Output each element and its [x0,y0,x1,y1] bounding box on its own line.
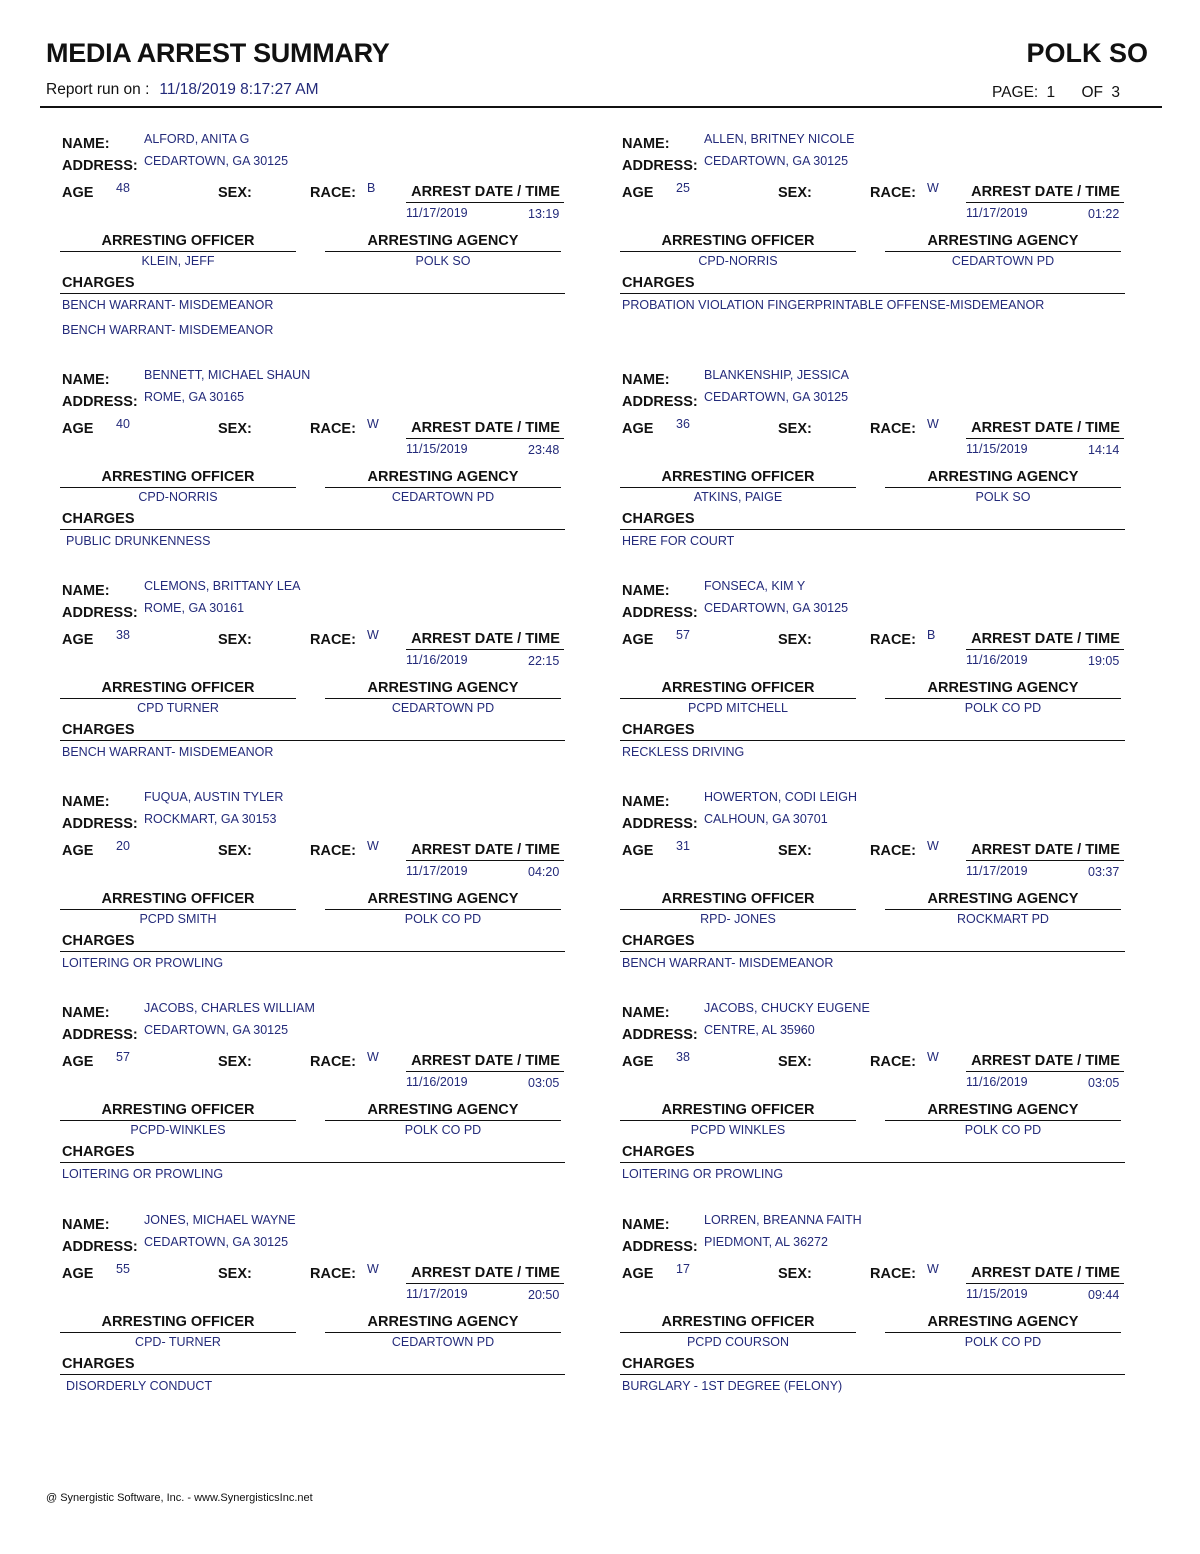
address-label: ADDRESS: [62,605,138,621]
arrest-record [600,579,1120,783]
charges-rule [60,293,565,294]
charges-rule [60,1374,565,1375]
sex-label: SEX: [218,632,252,648]
age-value: 40 [116,417,130,431]
arresting-agency-label: ARRESTING AGENCY [927,1314,1079,1330]
age-value: 38 [116,628,130,642]
arrest-date-time-label: ARREST DATE / TIME [411,420,560,436]
arrest-date-time-label: ARREST DATE / TIME [411,1265,560,1281]
officer-value: CPD TURNER [137,701,219,715]
race-label: RACE: [870,1266,916,1282]
arrest-date-value: 11/16/2019 [966,1075,1028,1089]
name-label: NAME: [622,794,670,810]
arrest-date-value: 11/15/2019 [966,1287,1028,1301]
agency-value: CEDARTOWN PD [391,1335,495,1349]
agency-value: CEDARTOWN PD [391,490,495,504]
arrest-record [40,579,560,783]
arresting-agency-label: ARRESTING AGENCY [367,233,519,249]
sex-label: SEX: [218,843,252,859]
arresting-agency-label: ARRESTING AGENCY [927,680,1079,696]
officer-value: PCPD SMITH [139,912,217,926]
race-label: RACE: [310,1054,356,1070]
sex-label: SEX: [778,1266,812,1282]
name-value: HOWERTON, CODI LEIGH [704,790,858,804]
arresting-officer-label: ARRESTING OFFICER [101,891,255,907]
arresting-agency-label: ARRESTING AGENCY [367,680,519,696]
race-label: RACE: [310,843,356,859]
race-label: RACE: [870,632,916,648]
charges-label: CHARGES [622,275,695,291]
arrest-date-time-label: ARREST DATE / TIME [971,1265,1120,1281]
age-label: AGE [622,1054,654,1070]
arrest-date-rule [966,438,1124,439]
age-label: AGE [62,1266,94,1282]
charges-label: CHARGES [62,722,135,738]
arrest-date-value: 11/17/2019 [406,1287,468,1301]
name-label: NAME: [62,1217,110,1233]
officer-rule [620,1120,856,1121]
race-value: W [927,839,939,853]
name-value: CLEMONS, BRITTANY LEA [144,579,301,593]
charges-rule [620,293,1125,294]
arrest-date-value: 11/16/2019 [406,653,468,667]
officer-rule [60,698,296,699]
race-value: W [367,417,379,431]
race-label: RACE: [870,421,916,437]
agency-value: CEDARTOWN PD [391,701,495,715]
arrest-record [600,132,1120,336]
charges-label: CHARGES [62,933,135,949]
officer-value: PCPD MITCHELL [687,701,789,715]
arrest-date-time-label: ARREST DATE / TIME [411,631,560,647]
arresting-agency-label: ARRESTING AGENCY [367,469,519,485]
address-label: ADDRESS: [622,816,698,832]
charge-item: PUBLIC DRUNKENNESS [66,534,211,548]
name-value: BENNETT, MICHAEL SHAUN [144,368,311,382]
arrest-date-rule [966,860,1124,861]
address-value: PIEDMONT, AL 36272 [704,1235,828,1249]
name-label: NAME: [622,583,670,599]
age-label: AGE [62,632,94,648]
arrest-date-time-label: ARREST DATE / TIME [971,631,1120,647]
name-label: NAME: [62,372,110,388]
arresting-agency-label: ARRESTING AGENCY [367,1314,519,1330]
sex-label: SEX: [778,1054,812,1070]
arresting-agency-label: ARRESTING AGENCY [367,1102,519,1118]
arrest-date-rule [406,438,564,439]
arresting-officer-label: ARRESTING OFFICER [661,680,815,696]
age-label: AGE [622,421,654,437]
name-value: LORREN, BREANNA FAITH [704,1213,862,1227]
arrest-date-time-label: ARREST DATE / TIME [411,842,560,858]
sex-label: SEX: [218,1266,252,1282]
arresting-officer-label: ARRESTING OFFICER [661,891,815,907]
arrest-record [600,368,1120,572]
race-label: RACE: [310,1266,356,1282]
name-value: JACOBS, CHARLES WILLIAM [144,1001,315,1015]
race-value: W [927,1050,939,1064]
report-run-value: 11/18/2019 8:17:27 AM [159,81,319,98]
arrest-record [600,790,1120,994]
address-value: CALHOUN, GA 30701 [704,812,828,826]
charges-label: CHARGES [622,511,695,527]
agency-value: POLK CO PD [404,912,482,926]
charge-item: LOITERING OR PROWLING [62,1167,224,1181]
agency-rule [325,487,561,488]
charges-label: CHARGES [62,275,135,291]
arresting-officer-label: ARRESTING OFFICER [661,1314,815,1330]
officer-value: CPD-NORRIS [698,254,778,268]
page-number: 1 [1046,84,1056,101]
arrest-record [600,1213,1120,1417]
race-value: B [367,181,376,195]
charge-item: BENCH WARRANT- MISDEMEANOR [62,298,274,312]
arrest-record [600,1001,1120,1205]
officer-value: RPD- JONES [700,912,776,926]
race-label: RACE: [310,421,356,437]
address-value: CEDARTOWN, GA 30125 [144,154,289,168]
agency-rule [325,1332,561,1333]
report-run-label: Report run on : [46,81,150,98]
page-label: PAGE: [992,84,1039,101]
race-value: W [367,839,379,853]
arrest-time-value: 14:14 [1088,443,1120,457]
agency-rule [325,1120,561,1121]
arrest-date-value: 11/17/2019 [966,206,1028,220]
age-value: 55 [116,1262,130,1276]
arrest-time-value: 09:44 [1088,1288,1120,1302]
agency-rule [885,251,1121,252]
charge-item: BENCH WARRANT- MISDEMEANOR [62,745,274,759]
name-value: ALFORD, ANITA G [144,132,250,146]
officer-value: CPD- TURNER [135,1335,221,1349]
charges-label: CHARGES [622,1144,695,1160]
arrest-date-time-label: ARREST DATE / TIME [971,842,1120,858]
arrest-date-rule [406,202,564,203]
charges-label: CHARGES [622,722,695,738]
officer-rule [620,251,856,252]
charge-item: HERE FOR COURT [622,534,735,548]
address-value: CEDARTOWN, GA 30125 [704,390,849,404]
agency-value: POLK CO PD [964,701,1042,715]
officer-rule [620,698,856,699]
race-label: RACE: [870,843,916,859]
race-label: RACE: [870,185,916,201]
race-value: W [367,1262,379,1276]
arresting-officer-label: ARRESTING OFFICER [661,233,815,249]
arrest-time-value: 03:05 [1088,1076,1120,1090]
arrest-record [40,1213,560,1417]
name-label: NAME: [62,583,110,599]
arrest-date-time-label: ARREST DATE / TIME [971,184,1120,200]
page-indicator [992,84,1124,102]
charges-rule [620,529,1125,530]
charges-rule [60,529,565,530]
report-title: MEDIA ARREST SUMMARY [46,38,390,68]
name-value: BLANKENSHIP, JESSICA [704,368,849,382]
charges-rule [60,951,565,952]
address-label: ADDRESS: [622,1239,698,1255]
arrest-time-value: 19:05 [1088,654,1120,668]
charge-item: DISORDERLY CONDUCT [66,1379,213,1393]
charges-rule [60,740,565,741]
age-value: 38 [676,1050,690,1064]
arresting-officer-label: ARRESTING OFFICER [661,1102,815,1118]
agency-value: POLK CO PD [964,1335,1042,1349]
charges-label: CHARGES [62,511,135,527]
name-value: JONES, MICHAEL WAYNE [144,1213,296,1227]
arrest-time-value: 03:05 [528,1076,560,1090]
arrest-record [40,1001,560,1205]
officer-value: CPD-NORRIS [138,490,218,504]
charges-label: CHARGES [62,1356,135,1372]
name-label: NAME: [622,1217,670,1233]
name-label: NAME: [622,372,670,388]
arresting-agency-label: ARRESTING AGENCY [927,469,1079,485]
race-value: W [367,628,379,642]
age-label: AGE [62,421,94,437]
charge-item: LOITERING OR PROWLING [62,956,224,970]
agency-value: POLK CO PD [404,1123,482,1137]
officer-value: PCPD COURSON [686,1335,790,1349]
charge-item: PROBATION VIOLATION FINGERPRINTABLE OFFENSE-MISDEMEANOR [622,298,1045,312]
arrest-record [40,790,560,994]
arresting-agency-label: ARRESTING AGENCY [367,891,519,907]
agency-rule [885,1332,1121,1333]
race-label: RACE: [310,185,356,201]
age-value: 57 [676,628,690,642]
address-label: ADDRESS: [62,394,138,410]
arrest-date-rule [406,1283,564,1284]
arresting-officer-label: ARRESTING OFFICER [661,469,815,485]
age-value: 31 [676,839,690,853]
officer-rule [60,1332,296,1333]
charges-rule [620,1374,1125,1375]
charges-rule [620,740,1125,741]
arrest-date-value: 11/15/2019 [406,442,468,456]
agency-rule [325,909,561,910]
officer-rule [620,1332,856,1333]
address-value: CEDARTOWN, GA 30125 [704,601,849,615]
footer-credit: @ Synergistic Software, Inc. - www.SynergisticsInc.net [46,1492,313,1504]
charges-rule [60,1162,565,1163]
charge-item: RECKLESS DRIVING [622,745,745,759]
of-label: OF [1081,84,1104,101]
race-value: W [367,1050,379,1064]
charge-item: BURGLARY - 1ST DEGREE (FELONY) [622,1379,843,1393]
arresting-officer-label: ARRESTING OFFICER [101,680,255,696]
officer-rule [620,909,856,910]
agency-rule [325,251,561,252]
name-label: NAME: [62,794,110,810]
race-label: RACE: [310,632,356,648]
arrest-date-rule [966,1071,1124,1072]
sex-label: SEX: [218,421,252,437]
arresting-officer-label: ARRESTING OFFICER [101,233,255,249]
agency-value: ROCKMART PD [957,912,1049,926]
arrest-date-rule [406,1071,564,1072]
officer-rule [60,487,296,488]
address-label: ADDRESS: [62,1239,138,1255]
agency-value: POLK SO [415,254,471,268]
arrest-time-value: 01:22 [1088,207,1120,221]
charge-item: BENCH WARRANT- MISDEMEANOR [622,956,834,970]
name-label: NAME: [62,136,110,152]
name-label: NAME: [622,1005,670,1021]
agency-rule [885,909,1121,910]
arrest-time-value: 04:20 [528,865,560,879]
arrest-date-time-label: ARREST DATE / TIME [971,420,1120,436]
arrest-time-value: 22:15 [528,654,560,668]
officer-rule [60,909,296,910]
arrest-date-rule [966,649,1124,650]
charge-item: LOITERING OR PROWLING [622,1167,784,1181]
arrest-time-value: 20:50 [528,1288,560,1302]
total-pages: 3 [1111,84,1120,101]
arrest-date-value: 11/16/2019 [966,653,1028,667]
age-value: 48 [116,181,130,195]
address-value: CEDARTOWN, GA 30125 [144,1023,289,1037]
age-value: 17 [676,1262,690,1276]
officer-value: ATKINS, PAIGE [693,490,783,504]
officer-value: KLEIN, JEFF [141,254,215,268]
address-label: ADDRESS: [622,394,698,410]
name-value: ALLEN, BRITNEY NICOLE [704,132,855,146]
officer-value: PCPD WINKLES [690,1123,786,1137]
race-value: B [927,628,936,642]
address-value: CEDARTOWN, GA 30125 [144,1235,289,1249]
arrest-date-time-label: ARREST DATE / TIME [971,1053,1120,1069]
arresting-officer-label: ARRESTING OFFICER [101,1314,255,1330]
name-value: FUQUA, AUSTIN TYLER [144,790,284,804]
arresting-agency-label: ARRESTING AGENCY [927,233,1079,249]
arresting-agency-label: ARRESTING AGENCY [927,1102,1079,1118]
arresting-agency-label: ARRESTING AGENCY [927,891,1079,907]
address-label: ADDRESS: [622,158,698,174]
name-label: NAME: [622,136,670,152]
officer-rule [60,1120,296,1121]
address-value: ROCKMART, GA 30153 [144,812,277,826]
sex-label: SEX: [778,843,812,859]
officer-rule [60,251,296,252]
agency-rule [325,698,561,699]
arrest-date-value: 11/17/2019 [966,864,1028,878]
address-label: ADDRESS: [622,605,698,621]
address-value: ROME, GA 30165 [144,390,245,404]
name-value: JACOBS, CHUCKY EUGENE [704,1001,870,1015]
arrest-date-value: 11/17/2019 [406,864,468,878]
age-value: 25 [676,181,690,195]
sex-label: SEX: [778,421,812,437]
arrest-time-value: 03:37 [1088,865,1120,879]
charges-label: CHARGES [622,1356,695,1372]
name-label: NAME: [62,1005,110,1021]
arrest-date-rule [966,202,1124,203]
arrest-time-value: 23:48 [528,443,560,457]
race-value: W [927,417,939,431]
age-label: AGE [622,185,654,201]
age-value: 57 [116,1050,130,1064]
sex-label: SEX: [778,632,812,648]
address-label: ADDRESS: [62,158,138,174]
sex-label: SEX: [218,185,252,201]
arresting-officer-label: ARRESTING OFFICER [101,469,255,485]
arrest-date-value: 11/16/2019 [406,1075,468,1089]
officer-value: PCPD-WINKLES [130,1123,226,1137]
age-value: 36 [676,417,690,431]
address-value: ROME, GA 30161 [144,601,245,615]
age-value: 20 [116,839,130,853]
arrest-date-value: 11/17/2019 [406,206,468,220]
sex-label: SEX: [218,1054,252,1070]
address-label: ADDRESS: [622,1027,698,1043]
race-value: W [927,181,939,195]
charge-item: BENCH WARRANT- MISDEMEANOR [62,323,274,337]
sex-label: SEX: [778,185,812,201]
report-run-line [46,81,319,99]
arrest-date-rule [406,860,564,861]
officer-rule [620,487,856,488]
address-value: CENTRE, AL 35960 [704,1023,815,1037]
age-label: AGE [62,185,94,201]
address-label: ADDRESS: [62,816,138,832]
age-label: AGE [62,1054,94,1070]
arrest-record [40,132,560,337]
agency-rule [885,487,1121,488]
arrest-date-value: 11/15/2019 [966,442,1028,456]
race-label: RACE: [870,1054,916,1070]
age-label: AGE [62,843,94,859]
age-label: AGE [622,1266,654,1282]
address-value: CEDARTOWN, GA 30125 [704,154,849,168]
age-label: AGE [622,843,654,859]
arrest-date-rule [406,649,564,650]
agency-value: CEDARTOWN PD [951,254,1055,268]
agency-rule [885,1120,1121,1121]
agency-value: POLK SO [975,490,1031,504]
arrest-date-time-label: ARREST DATE / TIME [411,184,560,200]
age-label: AGE [622,632,654,648]
arrest-date-time-label: ARREST DATE / TIME [411,1053,560,1069]
arrest-time-value: 13:19 [528,207,560,221]
race-value: W [927,1262,939,1276]
charges-label: CHARGES [62,1144,135,1160]
charges-rule [620,1162,1125,1163]
name-value: FONSECA, KIM Y [704,579,806,593]
agency-value: POLK CO PD [964,1123,1042,1137]
arrest-date-rule [966,1283,1124,1284]
address-label: ADDRESS: [62,1027,138,1043]
charges-rule [620,951,1125,952]
arrest-record [40,368,560,572]
agency-title: POLK SO [1026,38,1148,68]
agency-rule [885,698,1121,699]
arresting-officer-label: ARRESTING OFFICER [101,1102,255,1118]
header-divider [40,106,1162,108]
charges-label: CHARGES [622,933,695,949]
